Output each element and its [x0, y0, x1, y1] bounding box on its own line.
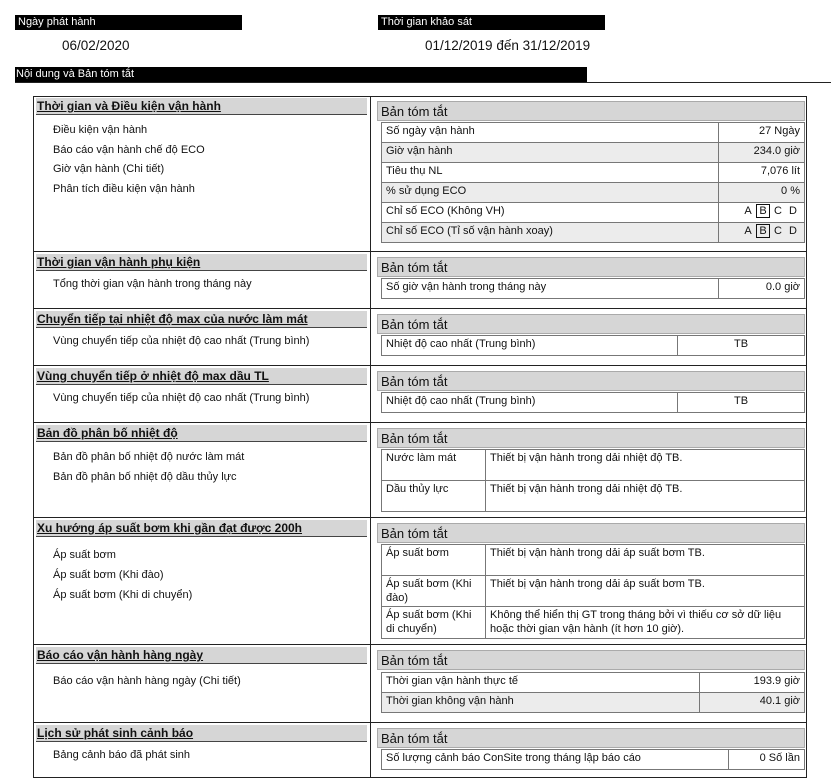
- section-temp-distribution: [33, 423, 371, 517]
- section-items: [53, 545, 192, 605]
- grade-d: D: [789, 225, 797, 237]
- section-title: Bản đồ phân bố nhiệt độ: [36, 425, 367, 442]
- summary-table: [381, 392, 805, 413]
- eco-grade-swing-ratio: [719, 223, 805, 243]
- summary-table: [381, 544, 805, 639]
- summary-operating-conditions: [371, 96, 807, 251]
- row-label: Chỉ số ECO (Không VH): [382, 203, 719, 223]
- summary-table: [381, 278, 805, 299]
- row-value: 40.1 giờ: [700, 693, 805, 713]
- row-label: Thời gian không vận hành: [382, 693, 700, 713]
- section-items: [53, 121, 205, 199]
- summary-title: Bản tóm tắt: [377, 428, 805, 448]
- row-value: 0 %: [719, 183, 805, 203]
- row-value: Thiết bị vận hành trong dải áp suất bơm TB.: [486, 576, 805, 607]
- section-title: Báo cáo vận hành hàng ngày: [36, 647, 367, 664]
- row-label: Thời gian vận hành thực tế: [382, 673, 700, 693]
- row-value: TB: [678, 336, 805, 356]
- section-items: [53, 335, 309, 347]
- table-row: [382, 279, 805, 299]
- row-value: 193.9 giờ: [700, 673, 805, 693]
- summary-table: [381, 749, 805, 770]
- row-label: % sử dụng ECO: [382, 183, 719, 203]
- section-item: Bản đồ phân bố nhiệt độ nước làm mát: [53, 451, 245, 463]
- row-label: Áp suất bơm (Khi đào): [382, 576, 486, 607]
- row-label: Tiêu thụ NL: [382, 163, 719, 183]
- grade-b: B: [756, 204, 770, 218]
- row-value: TB: [678, 393, 805, 413]
- table-row: [382, 183, 805, 203]
- survey-period-value: 01/12/2019 đến 31/12/2019: [425, 38, 591, 53]
- table-row: [382, 123, 805, 143]
- row-label: Áp suất bơm: [382, 545, 486, 576]
- summary-title: Bản tóm tắt: [377, 257, 805, 277]
- summary-pump-pressure: [371, 518, 807, 644]
- row-value: Thiết bị vận hành trong dải nhiệt độ TB.: [486, 450, 805, 481]
- section-coolant-max-temp: [33, 309, 371, 365]
- row-value: 0.0 giờ: [719, 279, 805, 299]
- section-items: [53, 675, 241, 687]
- grade-c: C: [774, 225, 782, 237]
- section-item: Vùng chuyển tiếp của nhiệt độ cao nhất (Trung bình): [53, 392, 310, 404]
- section-item: Vùng chuyển tiếp của nhiệt độ cao nhất (Trung bình): [53, 335, 310, 347]
- summary-table: [381, 122, 805, 243]
- grade-c: C: [774, 205, 782, 217]
- row-label: Số lượng cảnh báo ConSite trong tháng lập báo cáo: [382, 750, 729, 770]
- table-row: [382, 481, 805, 512]
- section-title: Thời gian vận hành phụ kiện: [36, 254, 367, 271]
- row-value: 27 Ngày: [719, 123, 805, 143]
- summary-oil-max-temp: [371, 366, 807, 422]
- section-oil-max-temp: [33, 366, 371, 422]
- section-item: Tổng thời gian vận hành trong tháng này: [53, 278, 252, 290]
- section-items: [53, 278, 252, 290]
- row-label: Giờ vận hành: [382, 143, 719, 163]
- table-row: [382, 450, 805, 481]
- grade-b: B: [756, 224, 770, 238]
- table-row: [382, 545, 805, 576]
- summary-table: [381, 672, 805, 713]
- row-value: Thiết bị vận hành trong dải nhiệt độ TB.: [486, 481, 805, 512]
- row-value: 0 Số lần: [729, 750, 805, 770]
- section-title: Vùng chuyển tiếp ở nhiệt độ max dầu TL: [36, 368, 367, 385]
- section-item: Giờ vận hành (Chi tiết): [53, 163, 165, 175]
- grade-a: A: [744, 225, 752, 237]
- table-row: [382, 673, 805, 693]
- issue-date-value: 06/02/2020: [62, 38, 130, 53]
- section-operating-conditions: [33, 96, 371, 251]
- summary-title: Bản tóm tắt: [377, 371, 805, 391]
- table-row: [382, 203, 805, 223]
- section-title: Chuyển tiếp tại nhiệt độ max của nước làm mát: [36, 311, 367, 328]
- row-label: Nhiệt độ cao nhất (Trung bình): [382, 336, 678, 356]
- section-item: Bản đồ phân bố nhiệt độ dầu thủy lực: [53, 470, 237, 483]
- row-label: Chỉ số ECO (Tỉ số vận hành xoay): [382, 223, 719, 243]
- survey-period-label: Thời gian khảo sát: [378, 15, 605, 30]
- section-item: Báo cáo vận hành chế độ ECO: [53, 143, 205, 156]
- table-row: [382, 393, 805, 413]
- row-label: Nước làm mát: [382, 450, 486, 481]
- section-pump-pressure: [33, 518, 371, 644]
- table-row: [382, 223, 805, 243]
- summary-alarm-history: [371, 723, 807, 778]
- issue-date-label: Ngày phát hành: [15, 15, 242, 30]
- header-divider: [15, 82, 831, 83]
- table-row: [382, 576, 805, 607]
- summary-table: [381, 335, 805, 356]
- summary-title: Bản tóm tắt: [377, 314, 805, 334]
- section-title: Xu hướng áp suất bơm khi gần đạt được 200h: [36, 520, 367, 537]
- row-label: Áp suất bơm (Khi di chuyển): [382, 607, 486, 639]
- summary-temp-distribution: [371, 423, 807, 517]
- table-row: [382, 607, 805, 639]
- eco-grade-no-op: [719, 203, 805, 223]
- content-summary-label: Nội dung và Bản tóm tắt: [15, 67, 587, 82]
- section-items: [53, 448, 244, 487]
- table-row: [382, 693, 805, 713]
- row-label: Nhiệt độ cao nhất (Trung bình): [382, 393, 678, 413]
- summary-accessory-time: [371, 252, 807, 308]
- section-item: Phân tích điều kiện vận hành: [53, 182, 195, 195]
- section-item: Báo cáo vận hành hàng ngày (Chi tiết): [53, 675, 241, 687]
- section-item: Điều kiện vận hành: [53, 124, 148, 136]
- summary-title: Bản tóm tắt: [377, 523, 805, 543]
- section-items: [53, 392, 309, 404]
- section-alarm-history: [33, 723, 371, 778]
- table-row: [382, 336, 805, 356]
- row-value: Không thể hiển thị GT trong tháng bởi vì thiếu cơ sở dữ liệu hoặc thời gian vận hành (ít hơn 10 giờ).: [486, 607, 805, 639]
- row-value: 234.0 giờ: [719, 143, 805, 163]
- summary-title: Bản tóm tắt: [377, 101, 805, 121]
- summary-table: [381, 449, 805, 512]
- summary-daily-report: [371, 645, 807, 722]
- summary-coolant-max-temp: [371, 309, 807, 365]
- row-label: Số giờ vận hành trong tháng này: [382, 279, 719, 299]
- row-value: Thiết bị vận hành trong dải áp suất bơm TB.: [486, 545, 805, 576]
- summary-title: Bản tóm tắt: [377, 650, 805, 670]
- table-row: [382, 143, 805, 163]
- section-title: Thời gian và Điều kiện vận hành: [36, 98, 367, 115]
- section-item: Áp suất bơm: [53, 549, 116, 561]
- grade-a: A: [744, 205, 752, 217]
- section-item: Áp suất bơm (Khi di chuyển): [53, 589, 193, 601]
- section-title: Lịch sử phát sinh cảnh báo: [36, 725, 367, 742]
- grade-d: D: [789, 205, 797, 217]
- row-label: Dầu thủy lực: [382, 481, 486, 512]
- table-row: [382, 163, 805, 183]
- section-accessory-time: [33, 252, 371, 308]
- section-items: [53, 749, 190, 761]
- table-row: [382, 750, 805, 770]
- section-item: Bảng cảnh báo đã phát sinh: [53, 749, 191, 761]
- section-item: Áp suất bơm (Khi đào): [53, 569, 164, 581]
- section-daily-report: [33, 645, 371, 722]
- row-value: 7,076 lít: [719, 163, 805, 183]
- row-label: Số ngày vận hành: [382, 123, 719, 143]
- summary-title: Bản tóm tắt: [377, 728, 805, 748]
